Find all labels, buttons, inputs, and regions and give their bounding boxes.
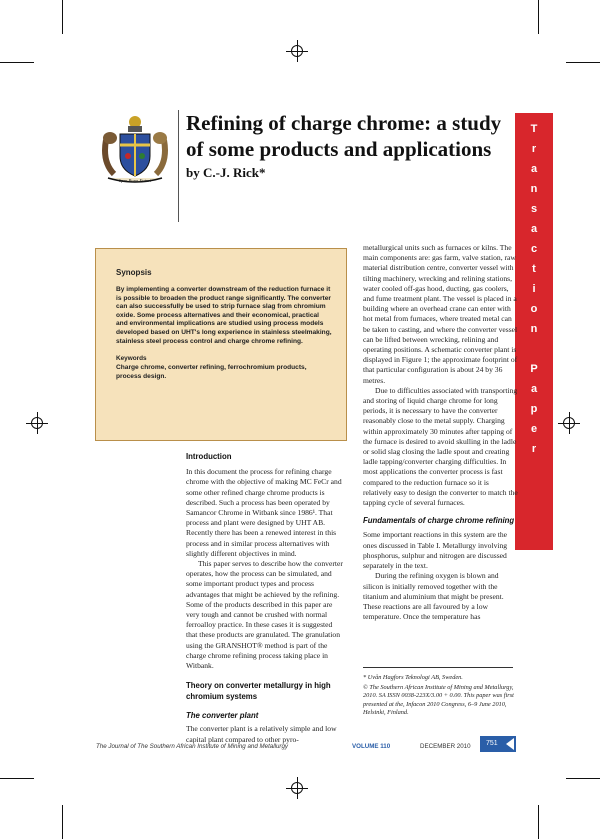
tab-letter: s xyxy=(530,203,538,215)
paragraph: Due to difficulties associated with transporting and storing of liquid charge chrome for long periods, it is necessary to have the converter reasonably close to the metal supply. Charging within approximately 30 minutes after tapping of the furnace is desired to avoid skulling in the ladle or solid slag closing the ladle spout and creating ladle tapping/converter charging difficulties. In most applications the converter process is fast compared to the reduction furnace so it is relatively easy to design the converter to match the tapping cycle of several furnaces. xyxy=(363,385,518,508)
paragraph: During the refining oxygen is blown and silicon is initially removed together with the titanium and aluminium that might be present. These reactions are all favoured by a low temperature. Once the temperature has xyxy=(363,571,504,622)
footer-date: DECEMBER 2010 xyxy=(420,743,471,750)
crop-mark xyxy=(538,805,539,839)
institute-coat-of-arms-logo xyxy=(100,112,170,190)
synopsis-box xyxy=(95,248,347,441)
tab-letter: c xyxy=(530,243,538,255)
footer-page-number: 751 xyxy=(486,740,498,747)
crop-mark xyxy=(0,62,34,63)
crop-mark xyxy=(566,778,600,779)
tab-letter: P xyxy=(530,363,538,375)
crop-mark xyxy=(62,0,63,34)
tab-letter: n xyxy=(530,183,538,195)
column-1 xyxy=(186,452,343,745)
tab-letter: a xyxy=(530,163,538,175)
tab-letter: o xyxy=(530,303,538,315)
footer-volume: VOLUME 110 xyxy=(352,743,391,750)
logo-motto: Spes Bona Futuri xyxy=(118,178,152,183)
paragraph: In this document the process for refining charge chrome with the objective of making MC FeCr and some other refined charge chrome products is described. Such a process has been operated by Samancor Chrome in Witbank since 1986¹. That process and plant were designed by UHT AB. Recently there has been a renewed interest in this process and in similar process alternatives with slightly different objectives in mind. xyxy=(186,467,342,558)
tab-letter: i xyxy=(532,283,536,295)
paragraph: metallurgical units such as furnaces or kilns. The main components are: gas farm, valve station, raw material distribution centre, converter vessel with tilting machinery, wrecking and relining stations, water cooled off-gas hood, ducting, gas coolers, and fume treatment plant. The vessel is placed in a building where an overhead crane can enter with hot metal from furnaces, where treated metal can be taken to casting, and where the converter vessel can be lifted between wrecking, relining and operating positions. A schematic converter plant is displayed in Figure 1; the approximate footprint of that particular configuration is about 24 by 36 metres. xyxy=(363,243,518,385)
section-heading-theory: Theory on converter metallurgy in high chromium systems xyxy=(186,681,331,702)
tab-letter: t xyxy=(532,263,536,275)
footnote-copyright: © The Southern African Institute of Mining and Metallurgy, 2010. SA ISSN 0038-223X/3.00 + 0.00. This paper was first presented at the, Infacon 2010 Congress, 6–9 June 2010, Helsinki, Finland. xyxy=(363,684,514,716)
paper-author: by C.-J. Rick* xyxy=(186,165,266,180)
footer-journal-name: The Journal of The Southern African Institute of Mining and Metallurgy xyxy=(96,743,289,750)
crop-mark xyxy=(566,62,600,63)
title-divider xyxy=(178,110,179,222)
paragraph: Some important reactions in this system are the ones discussed in Table I. Metallurgy involving phosphorus, sulphur and nitrogen are discussed separately in the text. xyxy=(363,530,508,571)
tab-letter: a xyxy=(530,223,538,235)
footnotes xyxy=(363,674,515,717)
tab-letter: n xyxy=(530,323,538,335)
tab-letter: r xyxy=(531,143,537,155)
keywords-heading: Keywords xyxy=(116,355,147,362)
section-heading-fundamentals: Fundamentals of charge chrome refining xyxy=(363,516,515,526)
tab-letter: a xyxy=(530,383,538,395)
subsection-heading-converter-plant: The converter plant xyxy=(186,711,259,721)
tab-letter: r xyxy=(531,443,537,455)
crop-mark xyxy=(62,805,63,839)
footnote-rule xyxy=(363,667,513,668)
registration-mark-bottom xyxy=(286,777,308,799)
tab-letter: T xyxy=(530,123,538,135)
crop-mark xyxy=(538,0,539,34)
tab-letter: p xyxy=(530,403,538,415)
transaction-paper-tab xyxy=(515,113,553,550)
synopsis-heading: Synopsis xyxy=(116,268,152,277)
page-arrow-icon xyxy=(506,738,514,750)
crop-mark xyxy=(0,778,34,779)
paper-title: Refining of charge chrome: a study of some products and applications xyxy=(186,111,502,161)
paragraph: This paper serves to describe how the converter operates, how the process can be simulated, and some important product types and process advantages that might be achieved by the refining. Some of the products described in this paper are very tough and cannot be crushed with normal ferroalloy practice. In these cases it is suggested that these products are granulated. The granulation using the GRANSHOT® method is part of the charge chrome refining process taking place in Witbank. xyxy=(186,559,343,671)
footnote-affiliation: * Uvån Hagfors Teknologi AB, Sweden. xyxy=(363,674,463,681)
keywords-text: Charge chrome, converter refining, ferrochromium products, process design. xyxy=(116,364,307,380)
column-2 xyxy=(363,243,518,622)
registration-mark-top xyxy=(286,40,308,62)
paragraph: The converter plant is a relatively simple and low capital plant compared to other pyro- xyxy=(186,724,337,744)
section-heading-introduction: Introduction xyxy=(186,452,232,461)
registration-mark-right xyxy=(558,412,580,434)
registration-mark-left xyxy=(26,412,48,434)
synopsis-text: By implementing a converter downstream of the reduction furnace it is possible to broaden the product range significantly. The converter can also successfully be used to strip furnace slag from chromium oxide. Some process alternatives and their economical, practical and environmental implications are studied using process models developed based on UHT's long experience in stainless steelmaking, stainless steel process control and charge chrome refining. xyxy=(116,286,332,345)
tab-letter: e xyxy=(530,423,538,435)
